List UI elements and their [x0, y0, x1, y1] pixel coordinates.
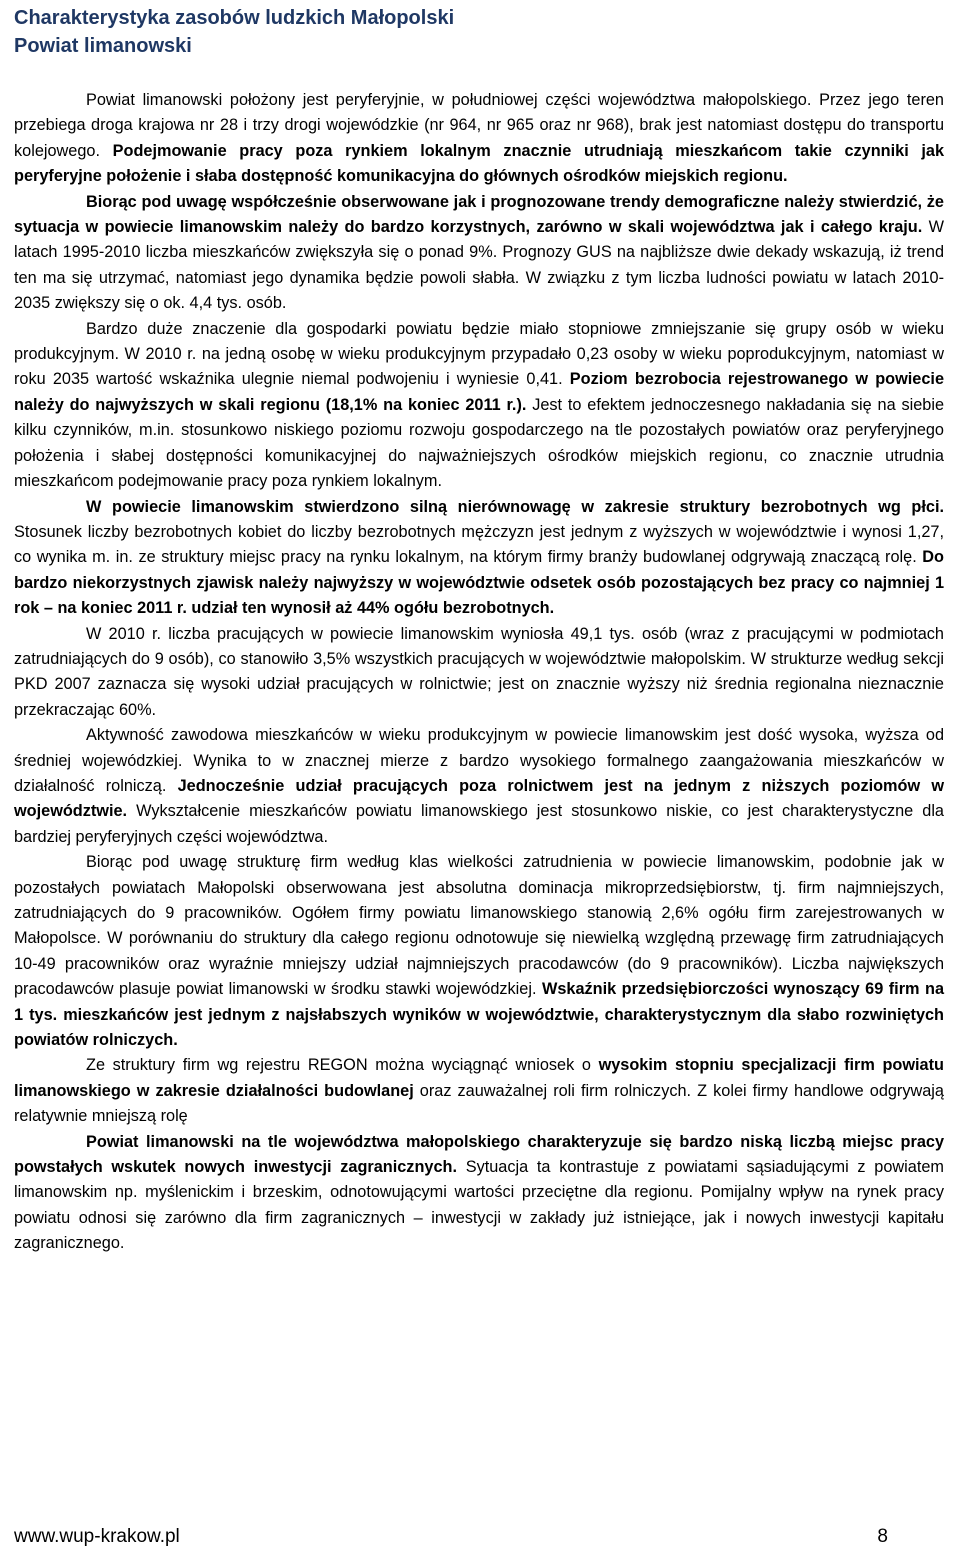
body-text: [14, 88, 944, 1257]
paragraph: [14, 1053, 944, 1129]
text-run: Jest to efektem jednoczesnego nakładania się na siebie kilku czynników, m.in. stosunkowo niskiego poziomu rozwoju gospodarczego na tle pozostałych powiatów oraz peryferyjnego położenia i słabej dostępności komunikacyjnej do najważniejszych ośrodków miejskich regionu, co znacznie utrudnia mieszkańcom podejmowanie pracy poza rynkiem lokalnym.: [14, 395, 944, 491]
text-run: Powiat limanowski położony jest peryferyjnie, w południowej części województwa małopolskiego. Przez jego teren przebiega droga krajowa nr 28 i trzy drogi wojewódzkie (nr 964, nr 965 oraz nr 968), brak jest natomiast dostępu do transportu kolejowego.: [14, 91, 944, 160]
paragraph: [14, 190, 944, 317]
bold-text-run: Poziom bezrobocia rejestrowanego w powiecie należy do najwyższych w skali regionu (18,1% na koniec 2011 r.).: [14, 370, 944, 414]
text-run: Wykształcenie mieszkańców powiatu limanowskiego jest stosunkowo niskie, co jest charakterystyczne dla bardziej peryferyjnych części województwa.: [14, 802, 944, 846]
document-title: Charakterystyka zasobów ludzkich Małopolski: [14, 7, 455, 29]
bold-text-run: Biorąc pod uwagę współcześnie obserwowane jak i prognozowane trendy demograficzne należy stwierdzić, że sytuacja w powiecie limanowskim należy do bardzo korzystnych, zarówno w skali województwa jak i całego kraju.: [14, 192, 944, 237]
footer-url[interactable]: www.wup-krakow.pl: [14, 1526, 180, 1547]
text-run: W latach 1995-2010 liczba mieszkańców zwiększyła się o ponad 9%. Prognozy GUS na najbliższe dwie dekady wskazują, iż trend ten ma się utrzymać, natomiast jego dynamika będzie powoli słabła. W związku z tym liczba ludności powiatu w latach 2010-2035 zwiększy się o ok. 4,4 tys. osób.: [14, 218, 944, 313]
page-header: [14, 4, 946, 60]
document-subtitle: Powiat limanowski: [14, 35, 192, 57]
bold-text-run: W powiecie limanowskim stwierdzono silną nierównowagę w zakresie struktury bezrobotnych wg płci.: [86, 497, 944, 516]
text-run: Sytuacja ta kontrastuje z powiatami sąsiadującymi z powiatem limanowskim np. myślenickim i brzeskim, odnotowującymi wartości przeciętne dla regionu. Pomijalny wpływ na rynek pracy powiatu odnosi się zarówno dla firm zagranicznych – inwestycji w zakłady już istniejące, jak i nowych inwestycji kapitału zagranicznego.: [14, 1158, 944, 1253]
bold-text-run: Do bardzo niekorzystnych zjawisk należy najwyższy w województwie odsetek osób pozostających bez pracy co najmniej 1 rok – na koniec 2011 r. udział ten wynosił aż 44% ogółu bezrobotnych.: [14, 548, 944, 618]
page-number: 8: [877, 1526, 888, 1547]
paragraph: [14, 88, 944, 190]
text-run: Bardzo duże znaczenie dla gospodarki powiatu będzie miało stopniowe zmniejszanie się grupy osób w wieku produkcyjnym. W 2010 r. na jedną osobę w wieku produkcyjnym przypadało 0,23 osoby w wieku poprodukcyjnym, natomiast w roku 2035 wartość wskaźnika ulegnie niemal podwojeniu i wyniesie 0,41.: [14, 319, 944, 389]
paragraph: [14, 1130, 944, 1257]
text-run: Aktywność zawodowa mieszkańców w wieku produkcyjnym w powiecie limanowskim jest dość wysoka, wyższa od średniej wojewódzkiej. Wynika to w znacznej mierze z bardzo wysokiego formalnego zaangażowania mieszkańców w działalność rolniczą.: [14, 726, 944, 795]
bold-text-run: Jednocześnie udział pracujących poza rolnictwem jest na jednym z niższych poziomów w województwie.: [14, 776, 944, 821]
bold-text-run: wysokim stopniu specjalizacji firm powiatu limanowskiego w zakresie działalności budowlanej: [14, 1056, 944, 1100]
text-run: Biorąc pod uwagę strukturę firm według klas wielkości zatrudnienia w powiecie limanowskim, podobnie jak w pozostałych powiatach Małopolski obserwowana jest absolutna dominacja mikroprzedsiębiorstw, tj. firm najmniejszych, zatrudniających do 9 pracowników. Ogółem firmy powiatu limanowskiego stanowią 2,6% ogółu firm zarejestrowanych w Małopolsce. W porównaniu do struktury dla całego regionu odnotowuje się niewielką względną przewagę firm zatrudniających 10-49 pracowników oraz wyraźnie mniejszy udział najmniejszych pracodawców (do 9 pracowników). Liczba największych pracodawców plasuje powiat limanowski w środku stawki wojewódzkiej.: [14, 853, 944, 999]
bold-text-run: Powiat limanowski na tle województwa małopolskiego charakteryzuje się bardzo niską liczbą miejsc pracy powstałych wskutek nowych inwestycji zagranicznych.: [14, 1132, 944, 1177]
text-run: Stosunek liczby bezrobotnych kobiet do liczby bezrobotnych mężczyzn jest jednym z wyższych w województwie i wynosi 1,27, co wynika m. in. ze struktury miejsc pracy na rynku lokalnym, na którym firmy branży budowlanej odgrywają znaczącą rolę.: [14, 522, 944, 567]
bold-text-run: Podejmowanie pracy poza rynkiem lokalnym znacznie utrudniają mieszkańcom takie czynniki jak peryferyjne położenie i słaba dostępność komunikacyjna do głównych ośrodków miejskich regionu.: [14, 141, 944, 186]
text-run: Ze struktury firm wg rejestru REGON można wyciągnąć wniosek o: [86, 1056, 599, 1075]
paragraph: [14, 622, 944, 724]
paragraph: [14, 317, 944, 495]
text-run: W 2010 r. liczba pracujących w powiecie limanowskim wyniosła 49,1 tys. osób (wraz z pracującymi w podmiotach zatrudniających do 9 osób), co stanowiło 3,5% wszystkich pracujących w województwie małopolskim. W strukturze według sekcji PKD 2007 zaznacza się wysoki udział pracujących w rolnictwie; jest on znacznie wyższy niż średnia regionalna nieznacznie przekraczając 60%.: [14, 624, 944, 719]
paragraph: [14, 850, 944, 1053]
paragraph: [14, 723, 944, 850]
paragraph: [14, 495, 944, 622]
bold-text-run: Wskaźnik przedsiębiorczości wynoszący 69 firm na 1 tys. mieszkańców jest jednym z najsłabszych wyników w województwie, charakterystycznym dla słabo rozwiniętych powiatów rolniczych.: [14, 980, 944, 1050]
text-run: oraz zauważalnej roli firm rolniczych. Z kolei firmy handlowe odgrywają relatywnie mniejszą rolę: [14, 1081, 944, 1126]
